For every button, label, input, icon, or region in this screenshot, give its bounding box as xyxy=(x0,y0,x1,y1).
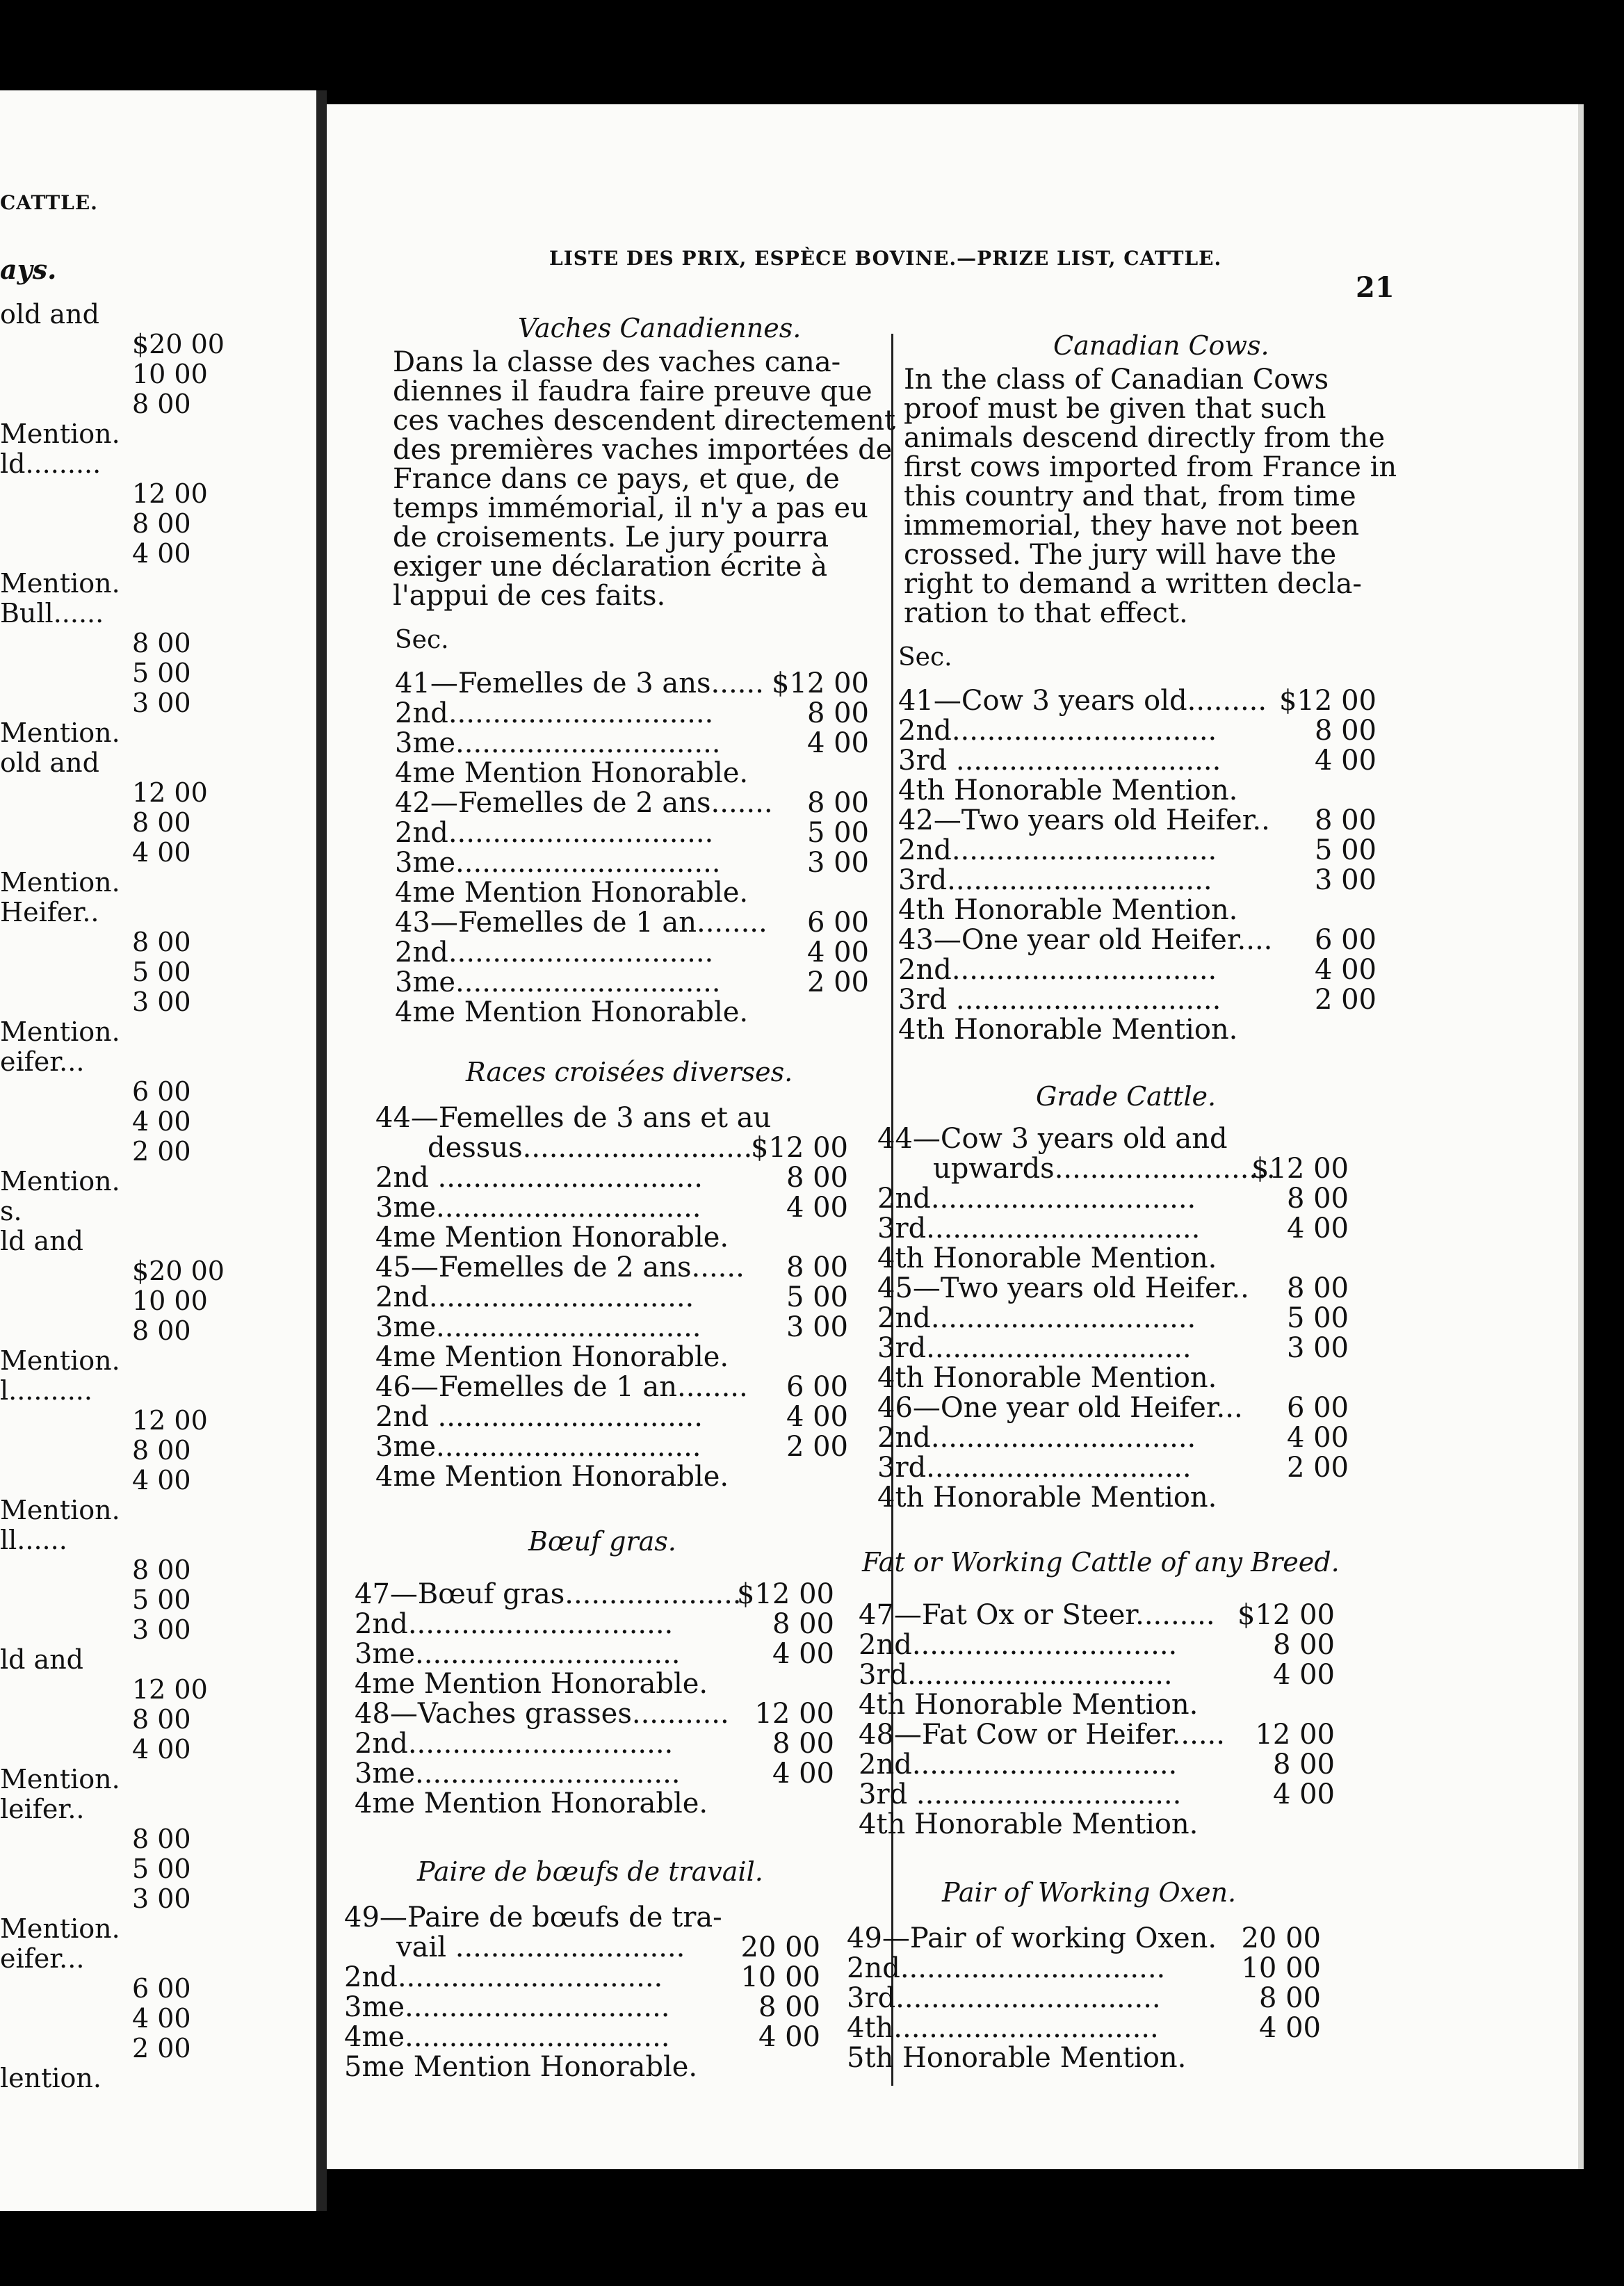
prize-line: 4th Honorable Mention. xyxy=(898,775,1238,806)
prize-line: 4me Mention Honorable. xyxy=(375,1461,729,1493)
left-fragment-line: s. xyxy=(0,1196,22,1226)
left-fragment-line: 3 00 xyxy=(132,1883,191,1914)
prize-line: 3rd.............................. xyxy=(859,1659,1173,1691)
left-subheader: ays. xyxy=(0,254,57,285)
left-fragment-line: 4 00 xyxy=(132,1734,191,1765)
prize-amount: 10 00 xyxy=(1241,1952,1321,1984)
prize-line: 2nd.............................. xyxy=(859,1749,1178,1781)
prize-line: 4th.............................. xyxy=(847,2012,1159,2044)
left-fragment-line: 6 00 xyxy=(132,1076,191,1107)
prize-line: 2nd.............................. xyxy=(898,954,1217,986)
prize-line: 3rd.............................. xyxy=(877,1452,1192,1484)
left-fragment-line: 8 00 xyxy=(132,1704,191,1735)
intro-line: ces vaches descendent directement xyxy=(393,405,896,437)
intro-line: diennes il faudra faire preuve que xyxy=(393,375,872,407)
intro-line: de croisements. Le jury pourra xyxy=(393,521,829,553)
left-fragment-line: 4 00 xyxy=(132,1106,191,1137)
prize-amount: 5 00 xyxy=(806,817,869,849)
left-fragment-line: eifer... xyxy=(0,1046,85,1077)
prize-amount: 4 00 xyxy=(786,1192,848,1224)
prize-line: 44—Cow 3 years old and xyxy=(877,1123,1228,1155)
left-fragment-line: 5 00 xyxy=(132,658,191,688)
left-fragment-line: Mention. xyxy=(0,1913,120,1944)
prize-line: 3me.............................. xyxy=(375,1311,701,1343)
prize-line: 3rd .............................. xyxy=(898,745,1221,777)
prize-line: 46—Femelles de 1 an........ xyxy=(375,1371,748,1403)
prize-amount: 4 00 xyxy=(1314,745,1377,777)
left-fragment-line: Mention. xyxy=(0,1495,120,1525)
prize-amount: $12 00 xyxy=(1237,1599,1335,1631)
left-fragment-line: Mention. xyxy=(0,1166,120,1197)
prize-line: 47—Bœuf gras.................... xyxy=(355,1578,742,1610)
prize-line: 2nd.............................. xyxy=(355,1728,674,1760)
prize-line: 4th Honorable Mention. xyxy=(859,1808,1199,1840)
prize-line: 46—One year old Heifer... xyxy=(877,1392,1243,1424)
prize-line: upwards......................... xyxy=(933,1153,1276,1185)
prize-line: 2nd.............................. xyxy=(877,1302,1196,1334)
prize-line: 42—Femelles de 2 ans....... xyxy=(395,787,773,819)
left-fragment-line: 5 00 xyxy=(132,957,191,987)
intro-line: l'appui de ces faits. xyxy=(393,580,666,612)
prize-amount: 12 00 xyxy=(754,1698,834,1730)
prize-line: 4th Honorable Mention. xyxy=(898,894,1238,926)
left-fragment-line: 12 00 xyxy=(132,1405,208,1436)
left-fragment-line: 8 00 xyxy=(132,807,191,838)
english-cows-intro xyxy=(904,365,1397,628)
prize-line: 41—Cow 3 years old......... xyxy=(898,685,1267,717)
english-grade-title: Grade Cattle. xyxy=(1036,1081,1217,1112)
prize-amount: 4 00 xyxy=(786,1401,848,1433)
intro-line: crossed. The jury will have the xyxy=(904,539,1337,571)
prize-line: 48—Vaches grasses........... xyxy=(355,1698,729,1730)
prize-line: 4me Mention Honorable. xyxy=(395,996,749,1028)
prize-line: 2nd.............................. xyxy=(344,1961,663,1993)
prize-amount: 3 00 xyxy=(1286,1332,1349,1364)
french-sec-label: Sec. xyxy=(395,626,449,654)
prize-line: 42—Two years old Heifer.. xyxy=(898,804,1270,836)
prize-amount: 5 00 xyxy=(1286,1302,1349,1334)
prize-line: 49—Paire de bœufs de tra- xyxy=(344,1902,722,1934)
english-fat-title: Fat or Working Cattle of any Breed. xyxy=(862,1547,1340,1578)
french-paire-title: Paire de bœufs de travail. xyxy=(417,1856,763,1887)
left-fragment-line: Mention. xyxy=(0,1345,120,1376)
left-fragment-line: 8 00 xyxy=(132,1435,191,1466)
prize-amount: 4 00 xyxy=(806,727,869,759)
prize-amount: 8 00 xyxy=(1314,715,1377,747)
left-fragment-line: 8 00 xyxy=(132,1555,191,1585)
prize-amount: 4 00 xyxy=(1272,1778,1335,1810)
left-fragment-line: Bull...... xyxy=(0,598,104,629)
intro-line: proof must be given that such xyxy=(904,393,1326,425)
left-fragment-line: $20 00 xyxy=(132,329,225,359)
intro-line: first cows imported from France in xyxy=(904,451,1397,483)
prize-line: 2nd.............................. xyxy=(395,697,714,729)
prize-line: 3rd .............................. xyxy=(859,1778,1182,1810)
page-number: 21 xyxy=(1356,271,1395,304)
left-fragment-line: 8 00 xyxy=(132,628,191,658)
prize-amount: $12 00 xyxy=(1251,1153,1349,1185)
prize-amount: 4 00 xyxy=(772,1638,834,1670)
prize-amount: 8 00 xyxy=(1286,1183,1349,1215)
left-fragment-line: Heifer.. xyxy=(0,897,99,927)
prize-amount: 4 00 xyxy=(1258,2012,1321,2044)
prize-amount: 8 00 xyxy=(786,1162,848,1194)
left-fragment-line: lention. xyxy=(0,2063,102,2093)
prize-amount: 8 00 xyxy=(1314,804,1377,836)
left-page-fragment xyxy=(0,90,316,2211)
left-fragment-line: Mention. xyxy=(0,568,120,599)
prize-line: 44—Femelles de 3 ans et au xyxy=(375,1102,772,1134)
prize-line: 3rd.............................. xyxy=(898,864,1212,896)
left-fragment-line: 3 00 xyxy=(132,1614,191,1645)
prize-line: 4th Honorable Mention. xyxy=(877,1242,1217,1274)
intro-line: exiger une déclaration écrite à xyxy=(393,551,828,583)
prize-line: 43—Femelles de 1 an........ xyxy=(395,907,768,939)
prize-amount: 4 00 xyxy=(772,1758,834,1790)
left-fragment-line: 3 00 xyxy=(132,688,191,718)
left-fragment-line: eifer... xyxy=(0,1943,85,1974)
prize-amount: 8 00 xyxy=(1272,1629,1335,1661)
prize-amount: 8 00 xyxy=(1272,1749,1335,1781)
prize-line: 43—One year old Heifer.... xyxy=(898,924,1273,956)
prize-line: 2nd.............................. xyxy=(877,1183,1196,1215)
left-fragment-line: leifer.. xyxy=(0,1794,85,1824)
prize-line: 4th Honorable Mention. xyxy=(877,1362,1217,1394)
prize-line: 2nd.............................. xyxy=(898,834,1217,866)
left-fragment-line: 10 00 xyxy=(132,359,208,389)
intro-line: Dans la classe des vaches cana- xyxy=(393,346,841,378)
prize-amount: 6 00 xyxy=(1314,924,1377,956)
prize-line: 47—Fat Ox or Steer......... xyxy=(859,1599,1215,1631)
prize-amount: $12 00 xyxy=(1279,685,1377,717)
prize-line: 3me.............................. xyxy=(355,1638,681,1670)
prize-amount: 2 00 xyxy=(786,1431,848,1463)
prize-line: 4me Mention Honorable. xyxy=(395,757,749,789)
prize-line: vail .......................... xyxy=(396,1931,685,1963)
left-fragment-line: old and xyxy=(0,747,99,778)
prize-amount: 8 00 xyxy=(1258,1982,1321,2014)
intro-line: this country and that, from time xyxy=(904,480,1356,512)
intro-line: immemorial, they have not been xyxy=(904,510,1360,542)
prize-line: 3me.............................. xyxy=(375,1431,701,1463)
prize-amount: 8 00 xyxy=(772,1728,834,1760)
prize-line: 3rd .............................. xyxy=(898,984,1221,1016)
left-fragment-line: 5 00 xyxy=(132,1854,191,1884)
prize-amount: 8 00 xyxy=(1286,1272,1349,1304)
prize-line: 3rd.............................. xyxy=(847,1982,1161,2014)
french-boeuf-title: Bœuf gras. xyxy=(528,1526,676,1557)
intro-line: temps immémorial, il n'y a pas eu xyxy=(393,492,868,524)
prize-amount: 3 00 xyxy=(1314,864,1377,896)
prize-amount: 4 00 xyxy=(1272,1659,1335,1691)
prize-line: 2nd .............................. xyxy=(375,1162,703,1194)
left-fragment-line: 8 00 xyxy=(132,927,191,957)
intro-line: In the class of Canadian Cows xyxy=(904,364,1329,396)
prize-line: 5me Mention Honorable. xyxy=(344,2051,698,2083)
prize-line: 48—Fat Cow or Heifer...... xyxy=(859,1719,1225,1751)
prize-amount: 2 00 xyxy=(806,966,869,998)
prize-amount: 8 00 xyxy=(772,1608,834,1640)
page-header-title: LISTE DES PRIX, ESPÈCE BOVINE.—PRIZE LIST, CATTLE. xyxy=(549,247,1222,270)
left-fragment-line: ld and xyxy=(0,1644,84,1675)
prize-amount: 8 00 xyxy=(786,1251,848,1283)
prize-line: 45—Two years old Heifer.. xyxy=(877,1272,1249,1304)
prize-line: 3me.............................. xyxy=(395,727,721,759)
prize-amount: 20 00 xyxy=(1241,1922,1321,1954)
left-fragment-line: 3 00 xyxy=(132,987,191,1017)
left-header: CATTLE. xyxy=(0,191,98,214)
prize-line: 2nd.............................. xyxy=(395,937,714,968)
prize-amount: 5 00 xyxy=(1314,834,1377,866)
left-fragment-line: l.......... xyxy=(0,1375,92,1406)
left-fragment-line: Mention. xyxy=(0,419,120,449)
left-fragment-line: 5 00 xyxy=(132,1584,191,1615)
intro-line: right to demand a written decla- xyxy=(904,568,1362,600)
prize-line: 4me Mention Honorable. xyxy=(355,1788,708,1819)
left-fragment-line: 2 00 xyxy=(132,1136,191,1167)
english-cows-title: Canadian Cows. xyxy=(1053,330,1269,361)
prize-line: 3me.............................. xyxy=(395,847,721,879)
prize-line: 2nd.............................. xyxy=(859,1629,1178,1661)
prize-line: 2nd .............................. xyxy=(375,1401,703,1433)
left-fragment-line: 4 00 xyxy=(132,837,191,868)
prize-line: 49—Pair of working Oxen. xyxy=(847,1922,1217,1954)
left-fragment-line: 8 00 xyxy=(132,1824,191,1854)
prize-line: 4me Mention Honorable. xyxy=(355,1668,708,1700)
intro-line: animals descend directly from the xyxy=(904,422,1386,454)
prize-amount: $12 00 xyxy=(751,1132,848,1164)
prize-line: 5th Honorable Mention. xyxy=(847,2042,1187,2074)
left-fragment-line: Mention. xyxy=(0,1764,120,1794)
prize-amount: 10 00 xyxy=(740,1961,820,1993)
prize-line: 2nd.............................. xyxy=(375,1281,695,1313)
prize-amount: 20 00 xyxy=(740,1931,820,1963)
prize-amount: 6 00 xyxy=(806,907,869,939)
prize-amount: 6 00 xyxy=(786,1371,848,1403)
left-fragment-line: Mention. xyxy=(0,1016,120,1047)
left-fragment-line: ll...... xyxy=(0,1525,67,1555)
french-races-title: Races croisées diverses. xyxy=(466,1057,793,1087)
left-fragment-line: Mention. xyxy=(0,718,120,748)
prize-line: 3me.............................. xyxy=(395,966,721,998)
prize-amount: 2 00 xyxy=(1286,1452,1349,1484)
prize-line: 4th Honorable Mention. xyxy=(859,1689,1199,1721)
prize-amount: 8 00 xyxy=(806,697,869,729)
prize-line: 4th Honorable Mention. xyxy=(877,1482,1217,1514)
intro-line: France dans ce pays, et que, de xyxy=(393,463,840,495)
prize-line: 2nd.............................. xyxy=(877,1422,1196,1454)
prize-line: 4me Mention Honorable. xyxy=(395,877,749,909)
left-fragment-line: 8 00 xyxy=(132,1315,191,1346)
prize-line: 3me.............................. xyxy=(344,1991,670,2023)
prize-line: 3rd.............................. xyxy=(877,1332,1192,1364)
prize-amount: 2 00 xyxy=(1314,984,1377,1016)
prize-amount: 4 00 xyxy=(758,2021,820,2053)
prize-amount: 4 00 xyxy=(1286,1422,1349,1454)
prize-amount: 12 00 xyxy=(1255,1719,1335,1751)
english-pair-title: Pair of Working Oxen. xyxy=(942,1877,1237,1908)
left-fragment-line: Mention. xyxy=(0,867,120,898)
prize-amount: 3 00 xyxy=(786,1311,848,1343)
left-fragment-line: ld......... xyxy=(0,448,102,479)
prize-amount: 4 00 xyxy=(806,937,869,968)
prize-amount: 5 00 xyxy=(786,1281,848,1313)
prize-line: 2nd.............................. xyxy=(847,1952,1166,1984)
left-fragment-line: $20 00 xyxy=(132,1256,225,1286)
prize-line: 4th Honorable Mention. xyxy=(898,1014,1238,1046)
french-vaches-intro xyxy=(393,348,895,610)
prize-amount: 6 00 xyxy=(1286,1392,1349,1424)
prize-line: 3me.............................. xyxy=(355,1758,681,1790)
prize-line: 4me Mention Honorable. xyxy=(375,1222,729,1254)
prize-amount: 8 00 xyxy=(758,1991,820,2023)
french-vaches-title: Vaches Canadiennes. xyxy=(518,313,802,343)
intro-line: des premières vaches importées de xyxy=(393,434,893,466)
left-fragment-line: 12 00 xyxy=(132,1674,208,1705)
prize-amount: 3 00 xyxy=(806,847,869,879)
left-fragment-line: 4 00 xyxy=(132,538,191,569)
prize-line: 45—Femelles de 2 ans...... xyxy=(375,1251,745,1283)
english-sec-label: Sec. xyxy=(898,643,952,672)
left-fragment-line: old and xyxy=(0,299,99,330)
left-fragment-line: 12 00 xyxy=(132,478,208,509)
left-fragment-line: 4 00 xyxy=(132,2003,191,2034)
prize-amount: $12 00 xyxy=(772,667,869,699)
left-fragment-line: 8 00 xyxy=(132,389,191,419)
intro-line: ration to that effect. xyxy=(904,597,1188,629)
left-fragment-line: 12 00 xyxy=(132,777,208,808)
left-fragment-line: 4 00 xyxy=(132,1465,191,1495)
prize-amount: $12 00 xyxy=(737,1578,834,1610)
prize-line: 3rd............................... xyxy=(877,1213,1201,1245)
prize-line: dessus.......................... xyxy=(428,1132,753,1164)
left-fragment-line: 6 00 xyxy=(132,1973,191,2004)
prize-line: 3me.............................. xyxy=(375,1192,701,1224)
left-fragment-line: 8 00 xyxy=(132,508,191,539)
page-fold xyxy=(316,90,327,2211)
prize-amount: 4 00 xyxy=(1286,1213,1349,1245)
prize-line: 2nd.............................. xyxy=(898,715,1217,747)
prize-amount: 4 00 xyxy=(1314,954,1377,986)
prize-line: 41—Femelles de 3 ans...... xyxy=(395,667,764,699)
left-fragment-line: 2 00 xyxy=(132,2033,191,2064)
prize-line: 4me.............................. xyxy=(344,2021,670,2053)
prize-amount: 8 00 xyxy=(806,787,869,819)
prize-line: 2nd.............................. xyxy=(395,817,714,849)
prize-line: 2nd.............................. xyxy=(355,1608,674,1640)
prize-line: 4me Mention Honorable. xyxy=(375,1341,729,1373)
left-fragment-line: 10 00 xyxy=(132,1286,208,1316)
left-fragment-line: ld and xyxy=(0,1226,84,1256)
